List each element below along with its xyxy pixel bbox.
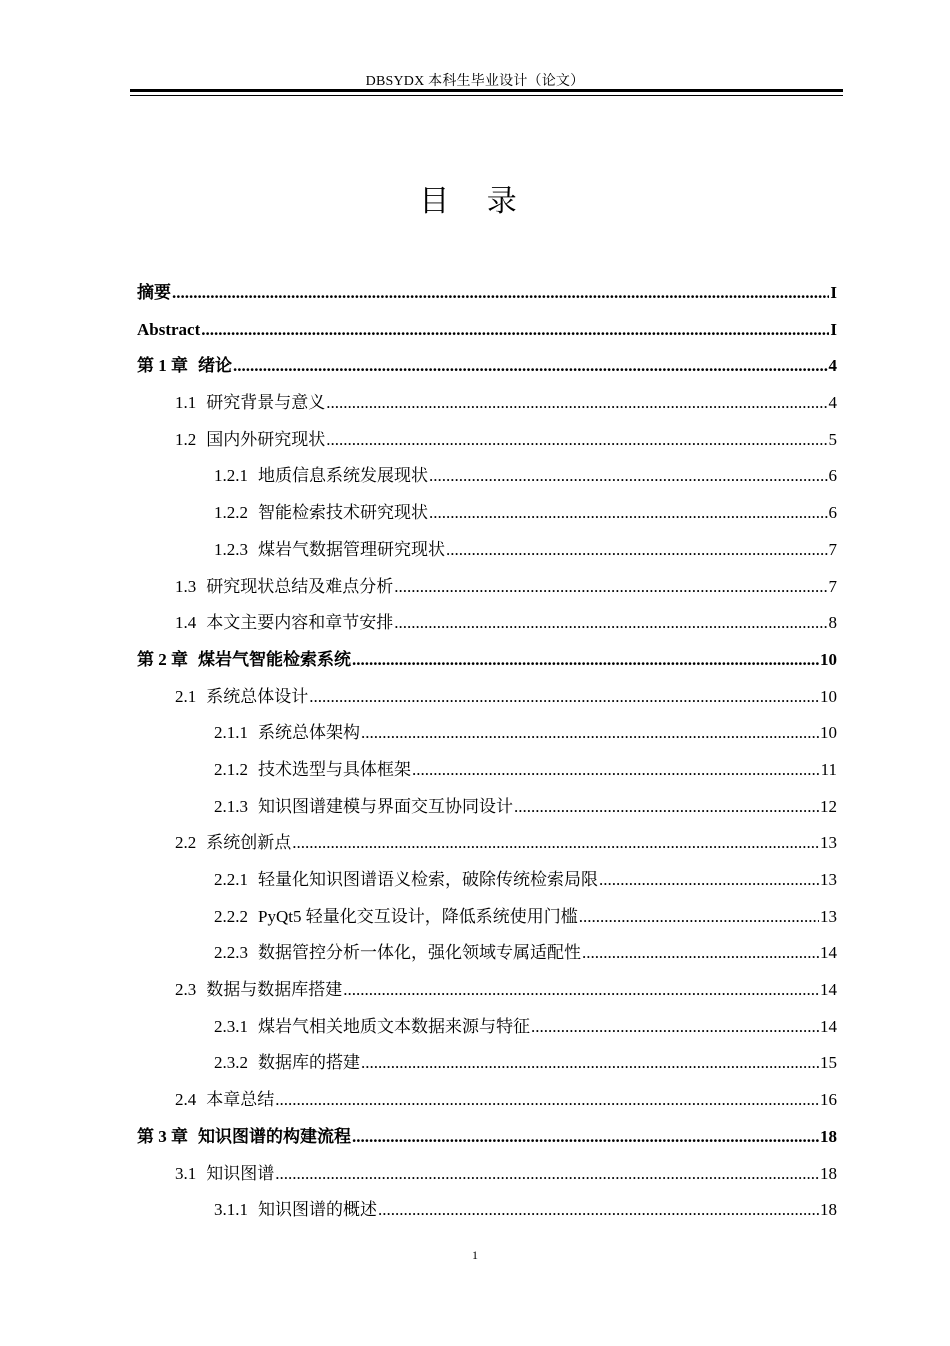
running-header: DBSYDX 本科生毕业设计（论文） [365, 74, 585, 89]
toc-entry-number: 第 1 章 [137, 356, 188, 376]
toc-entry-number: 2.2 [175, 833, 197, 853]
toc-dot-leader [378, 1192, 819, 1229]
toc-entry-label: 煤岩气数据管理研究现状 [258, 539, 445, 559]
toc-entry-label: 知识图谱 [206, 1163, 275, 1183]
toc-entry[interactable] [137, 458, 837, 495]
toc-entry[interactable] [137, 935, 837, 972]
toc-entry-number: 1.2.1 [214, 466, 248, 486]
toc-entry-page: 15 [820, 1053, 837, 1073]
toc-entry[interactable] [137, 1082, 837, 1119]
toc-entry[interactable] [137, 1192, 837, 1229]
toc-dot-leader [343, 972, 819, 1009]
toc-entry-label: 本章总结 [206, 1090, 275, 1110]
toc-entry[interactable] [137, 495, 837, 532]
toc-entry-label: 轻量化知识图谱语义检索，破除传统检索局限 [258, 870, 598, 889]
toc-entry-page: 7 [828, 539, 837, 559]
toc-entry[interactable] [137, 1156, 837, 1193]
toc-entry-number: 第 2 章 [137, 649, 188, 669]
toc-entry[interactable] [137, 825, 837, 862]
toc-entry-page: 16 [820, 1090, 837, 1110]
toc-dot-leader [292, 825, 819, 862]
toc-dot-leader [394, 605, 827, 642]
toc-dot-leader [361, 1045, 819, 1082]
toc-dot-leader [201, 312, 829, 349]
toc-dot-leader [429, 495, 828, 532]
toc-entry-number: 1.4 [175, 613, 197, 633]
toc-entry-page: 14 [820, 980, 837, 1000]
toc-dot-leader [361, 715, 819, 752]
toc-entry[interactable] [137, 422, 837, 459]
toc-dot-leader [233, 348, 828, 385]
toc-entry-label: 知识图谱的构建流程 [198, 1126, 351, 1146]
toc-entry[interactable] [137, 642, 837, 679]
toc-dot-leader [394, 569, 827, 606]
toc-entry-label: 本文主要内容和章节安排 [206, 613, 394, 633]
toc-entry[interactable] [137, 789, 837, 826]
toc-entry[interactable] [137, 862, 837, 899]
toc-entry-label: 研究现状总结及难点分析 [206, 576, 394, 596]
toc-dot-leader [352, 1119, 819, 1156]
toc-dot-leader [275, 1156, 819, 1193]
toc-entry-page: 8 [828, 613, 837, 633]
toc-entry-number: 1.2.2 [214, 503, 248, 523]
toc-entry-page: 11 [820, 759, 837, 779]
toc-dot-leader [599, 862, 819, 899]
toc-entry-number: 1.2.3 [214, 539, 248, 559]
toc-entry[interactable] [137, 312, 837, 349]
toc-entry-label: PyQt5 轻量化交互设计，降低系统使用门槛 [258, 906, 578, 926]
toc-entry-page: 18 [820, 1163, 837, 1183]
toc-entry-page: 14 [820, 1016, 837, 1036]
toc-entry-page: 14 [820, 943, 837, 963]
toc-entry-page: I [830, 283, 837, 302]
toc-entry-label: Abstract [137, 319, 201, 339]
toc-entry[interactable] [137, 275, 837, 312]
page-number: 1 [472, 1248, 478, 1262]
toc-dot-leader [275, 1082, 819, 1119]
toc-dot-leader [412, 752, 820, 789]
toc-entry-number: 第 3 章 [137, 1126, 188, 1146]
toc-entry-page: 7 [828, 576, 837, 596]
toc-entry-label: 智能检索技术研究现状 [258, 503, 428, 523]
toc-entry[interactable] [137, 348, 837, 385]
toc-dot-leader [579, 899, 819, 936]
toc-entry[interactable] [137, 972, 837, 1009]
toc-entry-number: 2.4 [175, 1090, 197, 1110]
toc-entry-page: 4 [828, 356, 837, 376]
toc-dot-leader [352, 642, 819, 679]
toc-entry-label: 研究背景与意义 [206, 393, 326, 413]
toc-entry-number: 2.1.3 [214, 796, 248, 816]
toc-entry[interactable] [137, 532, 837, 569]
toc-entry[interactable] [137, 1045, 837, 1082]
toc-entry-page: 13 [820, 870, 837, 889]
toc-entry-number: 2.3.2 [214, 1053, 248, 1073]
toc-dot-leader [172, 275, 829, 312]
toc-entry[interactable] [137, 605, 837, 642]
toc-entry-label: 国内外研究现状 [206, 429, 326, 449]
toc-entry-label: 数据与数据库搭建 [206, 980, 343, 1000]
toc-title: 目 录 [419, 184, 531, 219]
toc-entry-page: 12 [820, 796, 837, 816]
toc-entry-page: 18 [820, 1200, 837, 1220]
toc-entry-page: 5 [828, 429, 837, 449]
toc-dot-leader [446, 532, 828, 569]
toc-entry-label: 地质信息系统发展现状 [258, 466, 428, 486]
toc-entry-number: 2.3.1 [214, 1016, 248, 1036]
toc-entry-number: 2.1.2 [214, 759, 248, 779]
toc-entry-label: 煤岩气相关地质文本数据来源与特征 [258, 1016, 530, 1036]
toc-entry[interactable] [137, 715, 837, 752]
toc-entry-page: 6 [828, 503, 837, 523]
toc-entry-label: 系统创新点 [206, 833, 292, 853]
toc-entry[interactable] [137, 569, 837, 606]
toc-entry-number: 1.1 [175, 393, 197, 413]
toc-entry-page: 10 [820, 649, 837, 669]
toc-entry[interactable] [137, 752, 837, 789]
toc-dot-leader [309, 679, 819, 716]
toc-dot-leader [326, 385, 827, 422]
toc-entry-label: 摘要 [137, 283, 171, 302]
toc-entry-page: 18 [820, 1126, 837, 1146]
toc-dot-leader [531, 1009, 819, 1046]
toc-entry[interactable] [137, 679, 837, 716]
toc-entry-number: 2.2.2 [214, 906, 248, 926]
toc-entry-label: 数据管控分析一体化，强化领域专属适配性 [258, 943, 581, 963]
toc-entry-page: 10 [820, 686, 837, 706]
toc-entry-page: I [830, 319, 837, 339]
toc-entry-number: 1.2 [175, 429, 197, 449]
header-rule-thin [130, 95, 843, 96]
toc-entry-number: 2.1 [175, 686, 197, 706]
toc-entry-number: 2.2.3 [214, 943, 248, 963]
toc-entry-label: 系统总体架构 [258, 723, 360, 743]
toc-entry-number: 2.3 [175, 980, 197, 1000]
toc-entry-page: 6 [828, 466, 837, 486]
toc-entry-page: 13 [820, 906, 837, 926]
toc-dot-leader [326, 422, 827, 459]
toc-dot-leader [582, 935, 819, 972]
toc-entry-number: 3.1 [175, 1163, 197, 1183]
header-rule-thick [130, 89, 843, 92]
toc-entry[interactable] [137, 1009, 837, 1046]
toc-entry-label: 知识图谱的概述 [258, 1200, 377, 1220]
toc-entry-number: 1.3 [175, 576, 197, 596]
toc-entry-label: 煤岩气智能检索系统 [198, 649, 351, 669]
toc-dot-leader [429, 458, 828, 495]
toc-entry-label: 知识图谱建模与界面交互协同设计 [258, 796, 513, 816]
table-of-contents [137, 275, 837, 1229]
toc-entry-label: 系统总体设计 [206, 686, 309, 706]
toc-entry-label: 绪论 [198, 356, 232, 376]
toc-entry[interactable] [137, 1119, 837, 1156]
toc-entry-page: 10 [820, 723, 837, 743]
toc-entry[interactable] [137, 385, 837, 422]
toc-entry-number: 3.1.1 [214, 1200, 248, 1220]
toc-entry-page: 4 [828, 393, 837, 413]
toc-dot-leader [514, 789, 819, 826]
toc-entry[interactable] [137, 899, 837, 936]
toc-entry-label: 技术选型与具体框架 [258, 759, 411, 779]
toc-entry-number: 2.2.1 [214, 870, 248, 889]
toc-entry-label: 数据库的搭建 [258, 1053, 360, 1073]
toc-entry-number: 2.1.1 [214, 723, 248, 743]
toc-entry-page: 13 [820, 833, 837, 853]
